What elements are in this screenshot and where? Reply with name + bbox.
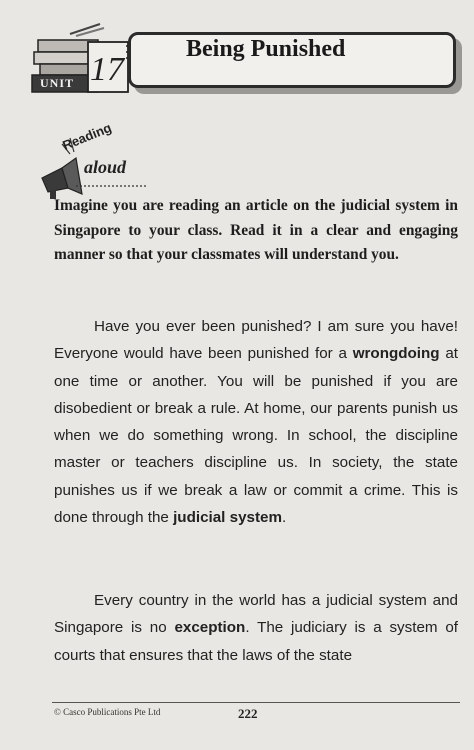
keyword-judicial-system: judicial system bbox=[173, 509, 282, 527]
body-paragraph-1 bbox=[54, 313, 458, 531]
page-title: Being Punished bbox=[186, 36, 346, 62]
paragraph-1-text-b: at one time or another. You will be punished if you are disobedient or break a rule. At home, our parents punish us when we do something wrong. In school, the discipline master or teachers discipline us. In society, the state punishes us if we break a law or commit a crime. This is done through the bbox=[54, 345, 459, 527]
paragraph-2-text-b: . The judiciary is a system of courts that ensures that the laws of the state bbox=[54, 619, 458, 664]
body-paragraph-2 bbox=[54, 587, 458, 669]
aloud-label: aloud bbox=[84, 157, 127, 177]
reading-label: Reading bbox=[60, 119, 114, 153]
keyword-exception: exception bbox=[174, 619, 246, 637]
paragraph-1-text-a: Have you ever been punished? I am sure you have! Everyone would have been punished for a bbox=[54, 318, 458, 363]
keyword-wrongdoing: wrongdoing bbox=[352, 345, 440, 363]
unit-number: 17 bbox=[90, 51, 124, 88]
footer-divider bbox=[52, 702, 460, 703]
instruction-text: Imagine you are reading an article on the judicial system in Singapore to your class. Read it in a clear and engaging manner so that your classmates will understand you. bbox=[54, 197, 458, 263]
paragraph-2-text-a: Every country in the world has a judicial system and Singapore is no bbox=[54, 592, 458, 637]
unit-label: UNIT bbox=[40, 76, 75, 90]
publisher-credit: © Casco Publications Pte Ltd bbox=[54, 707, 161, 717]
paragraph-1-text-c: . bbox=[281, 509, 287, 527]
page-number: 222 bbox=[238, 706, 258, 721]
